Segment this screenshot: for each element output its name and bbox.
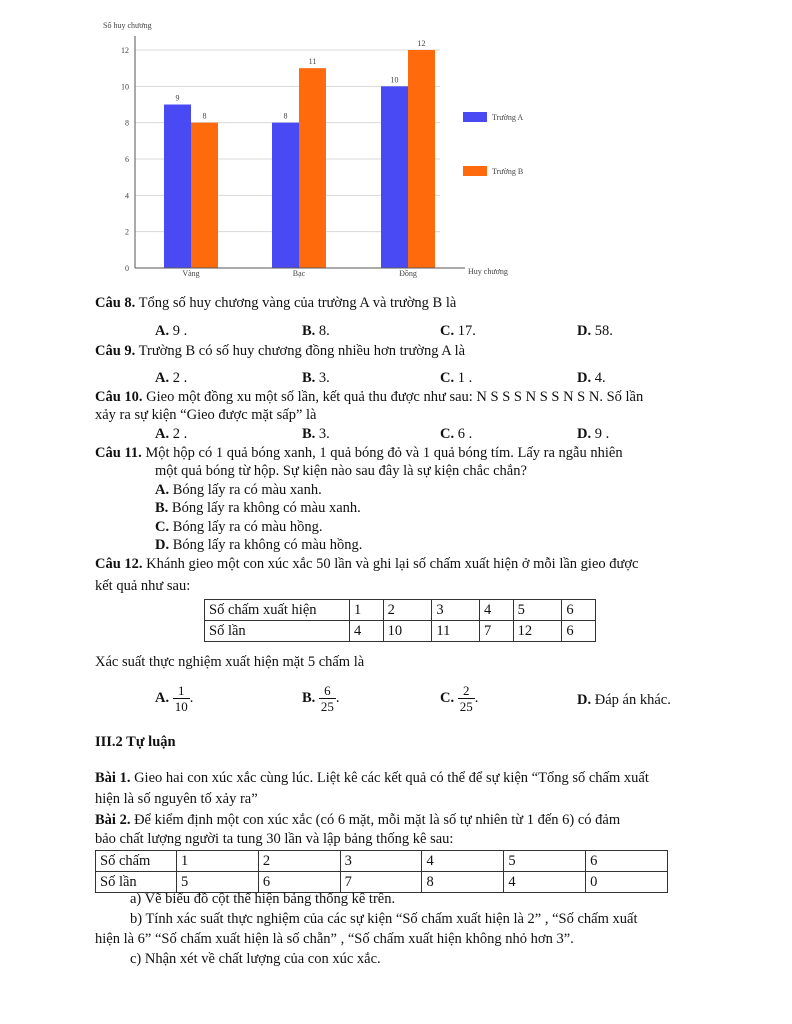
bar	[191, 123, 218, 268]
legend-label-b: Trường B	[492, 167, 524, 176]
exercise-2-part-a: a) Vẽ biểu đồ cột thể hiện bảng thống kê trên.	[130, 891, 396, 907]
q12-frequency-table	[204, 599, 596, 642]
exercise-1	[95, 770, 649, 787]
table-row: Số lần 5 6 7 8 4 0	[96, 872, 668, 893]
question-11-label: Câu 11.	[95, 445, 142, 461]
question-12-text-2: kết quả như sau:	[95, 578, 191, 594]
table-row: Số lần 4 10 11 7 12 6	[205, 621, 596, 642]
q9-option-d: D. 4.	[577, 370, 606, 386]
bar-value-label: 9	[175, 93, 180, 103]
q11-option-c: C. Bóng lấy ra có màu hồng.	[155, 519, 323, 535]
exercise-1-text-2: hiện là số nguyên tố xảy ra”	[95, 791, 258, 807]
q8-option-d: D. 58.	[577, 323, 613, 339]
q11-option-a: A. Bóng lấy ra có màu xanh.	[155, 482, 322, 498]
question-10-text-2: xảy ra sự kiện “Gieo được mặt sấp” là	[95, 407, 317, 423]
x-tick-label: Vàng	[182, 269, 200, 278]
medal-bar-chart	[95, 14, 555, 284]
question-12-text: Khánh gieo một con xúc xắc 50 lần và ghi lại số chấm xuất hiện ở mỗi lần gieo được	[146, 556, 639, 572]
q12-option-a: A. $\frac{1}{10}$ .	[155, 683, 194, 714]
q12-option-d: D. Đáp án khác.	[577, 692, 671, 708]
question-11	[95, 445, 623, 462]
q11-option-b: B. Bóng lấy ra không có màu xanh.	[155, 500, 361, 516]
y-tick-label: 10	[121, 82, 129, 92]
table-row: Số chấm xuất hiện 1 2 3 4 5 6	[205, 600, 596, 621]
q10-option-b: B. 3.	[302, 426, 330, 442]
q9-option-b: B. 3.	[302, 370, 330, 386]
y-tick-label: 0	[125, 264, 129, 273]
legend-swatch-a	[463, 112, 487, 122]
exercise-2	[95, 812, 620, 829]
y-tick-label: 8	[125, 118, 129, 128]
bar	[408, 50, 435, 268]
bar-value-label: 12	[417, 39, 426, 48]
exercise-2-text: Để kiểm định một con xúc xắc (có 6 mặt, mỗi mặt là số tự nhiên từ 1 đến 6) có đảm	[134, 812, 621, 828]
x-axis-label: Huy chương	[468, 267, 508, 276]
exercise-2-part-b: b) Tính xác suất thực nghiệm của các sự kiện “Số chấm xuất hiện là 2” , “Số chấm xuất	[130, 911, 638, 927]
question-12-label: Câu 12.	[95, 556, 143, 572]
bar	[381, 86, 408, 268]
legend-swatch-b	[463, 166, 487, 176]
legend-label-a: Trường A	[492, 113, 524, 122]
y-tick-label: 12	[121, 46, 129, 55]
y-tick-label: 4	[125, 191, 129, 201]
exercise-1-label: Bài 1.	[95, 770, 131, 786]
bar	[272, 123, 299, 268]
q10-option-a: A. 2 .	[155, 426, 188, 442]
question-11-text-2: một quả bóng từ hộp. Sự kiện nào sau đây là sự kiện chắc chắn?	[155, 463, 527, 479]
q10-option-d: D. 9 .	[577, 426, 610, 442]
question-10-text: Gieo một đồng xu một số lần, kết quả thu được như sau: N S S S N S S N S N. Số lần	[146, 389, 644, 405]
bar-value-label: 8	[283, 111, 288, 121]
question-9	[95, 343, 465, 360]
exercise-2-part-c: c) Nhận xét về chất lượng của con xúc xắc.	[130, 951, 381, 967]
bar	[164, 105, 191, 269]
question-10-label: Câu 10.	[95, 389, 143, 405]
question-10	[95, 389, 643, 406]
q8-option-c: C. 17.	[440, 323, 476, 339]
question-12-prompt: Xác suất thực nghiệm xuất hiện mặt 5 chấm là	[95, 654, 365, 670]
q9-option-c: C. 1 .	[440, 370, 473, 386]
exercise-2-text-2: bảo chất lượng người ta tung 30 lần và lập bảng thống kê sau:	[95, 831, 454, 847]
q9-option-a: A. 2 .	[155, 370, 188, 386]
exercise-2-part-b-2: hiện là 6” “Số chấm xuất hiện là số chẵn” , “Số chấm xuất hiện không nhỏ hơn 3”.	[95, 931, 574, 947]
section-heading: III.2 Tự luận	[95, 734, 176, 750]
q12-option-c: C. $\frac{2}{25}$ .	[440, 683, 479, 714]
y-axis-label: Số huy chương	[103, 21, 152, 30]
table-row: Số chấm 1 2 3 4 5 6	[96, 851, 668, 872]
question-11-text: Một hộp có 1 quả bóng xanh, 1 quả bóng đỏ và 1 quả bóng tím. Lấy ra ngẫu nhiên	[145, 445, 623, 461]
bar-value-label: 8	[202, 111, 207, 121]
bar-value-label: 10	[390, 75, 399, 85]
q8-option-b: B. 8.	[302, 323, 330, 339]
question-12	[95, 556, 638, 573]
bar	[299, 68, 326, 268]
q8-option-a: A. 9 .	[155, 323, 188, 339]
question-9-label: Câu 9.	[95, 343, 136, 359]
question-8	[95, 295, 456, 312]
x-tick-label: Đồng	[399, 269, 417, 278]
q10-option-c: C. 6 .	[440, 426, 473, 442]
question-8-text: Tổng số huy chương vàng của trường A và trường B là	[138, 295, 457, 311]
y-tick-label: 2	[125, 227, 129, 237]
exercise-2-label: Bài 2.	[95, 812, 131, 828]
q11-option-d: D. Bóng lấy ra không có màu hồng.	[155, 537, 363, 553]
bar-value-label: 11	[308, 57, 317, 67]
exercise-2-table	[95, 850, 668, 893]
q12-option-b: B. $\frac{6}{25}$ .	[302, 683, 340, 714]
x-tick-label: Bạc	[292, 269, 306, 278]
question-8-label: Câu 8.	[95, 295, 136, 311]
y-tick-label: 6	[125, 155, 129, 164]
exercise-1-text: Gieo hai con xúc xắc cùng lúc. Liệt kê các kết quả có thể để sự kiện “Tổng số chấm xuất	[134, 770, 649, 786]
question-9-text: Trường B có số huy chương đồng nhiều hơn trường A là	[138, 343, 466, 359]
